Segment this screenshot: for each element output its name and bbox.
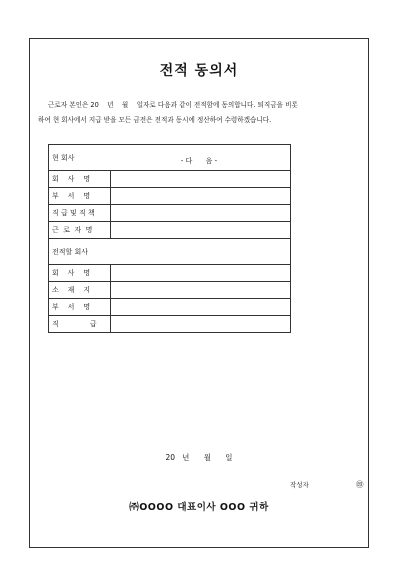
field-label: 소 재 지 bbox=[49, 282, 111, 299]
current-department-field[interactable] bbox=[111, 188, 291, 205]
table-row bbox=[49, 299, 291, 316]
consent-line-2: 하여 현 회사에서 지급 받을 모든 금전은 전적과 동시에 정산하여 수령하겠습니다. bbox=[38, 116, 272, 124]
transfer-department-field[interactable] bbox=[111, 299, 291, 316]
field-label: 부 서 명 bbox=[49, 299, 111, 316]
table-row bbox=[49, 188, 291, 205]
transfer-company-name-field[interactable] bbox=[111, 265, 291, 282]
consent-line-1: 근로자 본인은 20 년 월 일자로 다음과 같이 전적함에 동의합니다. 퇴직금을 비롯 bbox=[48, 101, 298, 109]
consent-statement bbox=[38, 98, 362, 128]
employee-name-field[interactable] bbox=[111, 222, 291, 239]
document-title: 전적 동의서 bbox=[159, 63, 239, 79]
section-row-current-company bbox=[49, 145, 291, 171]
field-label: 부 서 명 bbox=[49, 188, 111, 205]
field-label: 직 급 bbox=[49, 316, 111, 333]
recipient-line: ㈜OOOO 대표이사 OOO 귀하 bbox=[129, 502, 269, 513]
table-row bbox=[49, 282, 291, 299]
table-row bbox=[49, 222, 291, 239]
table-row bbox=[49, 205, 291, 222]
transfer-rank-field[interactable] bbox=[111, 316, 291, 333]
writer-label: 작성자 bbox=[290, 481, 309, 489]
field-label: 직 급 및 직 책 bbox=[49, 205, 111, 222]
current-rank-position-field[interactable] bbox=[111, 205, 291, 222]
transfer-details-table bbox=[48, 144, 291, 333]
table-row bbox=[49, 265, 291, 282]
field-label: 회 사 명 bbox=[49, 171, 111, 188]
transfer-company-heading: 전적할 회사 bbox=[49, 239, 291, 265]
section-row-transfer-company bbox=[49, 239, 291, 265]
field-label: 근 로 자 명 bbox=[49, 222, 111, 239]
date-line: 20 년 월 일 bbox=[165, 453, 233, 462]
transfer-address-field[interactable] bbox=[111, 282, 291, 299]
seal-mark: ㊞ bbox=[356, 480, 364, 489]
details-heading: - 다 음 - bbox=[180, 157, 218, 165]
current-company-name-field[interactable] bbox=[111, 171, 291, 188]
table-row bbox=[49, 171, 291, 188]
current-company-heading: 현 회사 bbox=[49, 145, 291, 171]
field-label: 회 사 명 bbox=[49, 265, 111, 282]
table-row bbox=[49, 316, 291, 333]
